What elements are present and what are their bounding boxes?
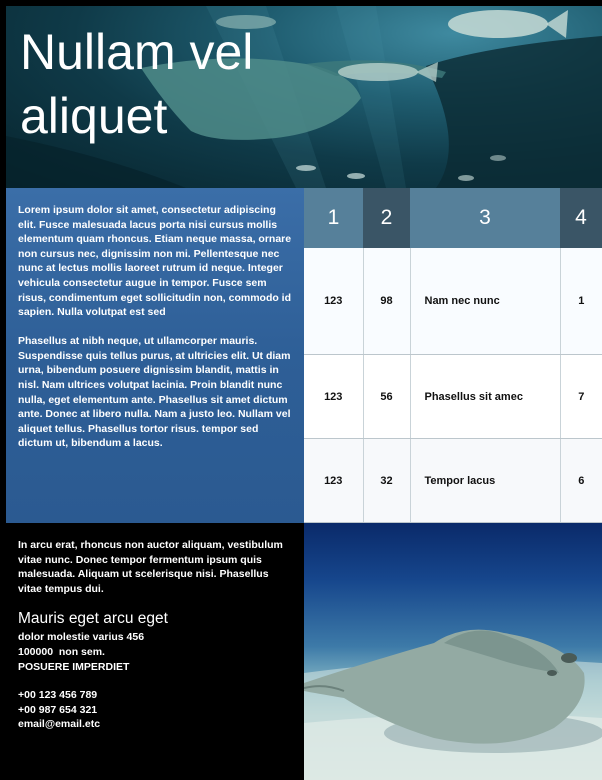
- table-row: [304, 248, 602, 355]
- email-address: email@email.etc: [18, 718, 101, 731]
- intro-panel: [6, 188, 304, 523]
- intro-paragraph-1: Lorem ipsum dolor sit amet, consectetur adipiscing elit. Fusce malesuada lacus porta nisi cursus mollis elementum quam rhoncus. Etiam neque massa, ornare non cursus nec, dignissim non mi. Pellentesque nec nunc at lectus mollis laoreet rutrum id neque. Integer vehicula consectetur augue in tempor. Fusce sem risus, condimentum eget sollicitudin non, commodo id sapien. Nulla volutpat est sed: [18, 204, 292, 319]
- table-cell: 6: [560, 439, 602, 523]
- table-cell: 7: [560, 355, 602, 439]
- hero-banner: [6, 6, 602, 188]
- column-header: 2: [363, 188, 410, 248]
- contact-panel: [6, 523, 304, 780]
- table-cell: 1: [560, 248, 602, 355]
- table-cell: 123: [304, 439, 363, 523]
- column-header: 4: [560, 188, 602, 248]
- stingray-photo: [304, 523, 602, 780]
- data-table: [304, 188, 602, 523]
- data-table-panel: [304, 188, 602, 523]
- intro-paragraph-2: Phasellus at nibh neque, ut ullamcorper mauris. Suspendisse quis tellus purus, at ultricies elit. Ut diam urna, bibendum posuere dignissim blandit, mattis in nisl. Nam ultrices volutpat lacinia. Proin blandit nunc nulla, eget elementum ante. Phasellus sit amet dictum ante. Donec at libero nulla. Nam a justo leo. Nullam vel aliquet tellus. Phasellus tortor risus. tempor sed dictum ut, bibendum a lacus.: [18, 335, 291, 450]
- phone-number: +00 987 654 321: [18, 703, 98, 716]
- phone-block: [18, 688, 292, 732]
- address-line: 100000 non sem.: [18, 645, 105, 658]
- table-cell: 32: [363, 439, 410, 523]
- table-cell: Phasellus sit amec: [410, 355, 560, 439]
- page-title: Nullam vel aliquet: [20, 24, 254, 144]
- table-row: [304, 439, 602, 523]
- address-block: [18, 630, 292, 674]
- contact-blurb: In arcu erat, rhoncus non auctor aliquam, vestibulum vitae nunc. Donec tempor fermentum ipsum quis malesuada. Aliquam ut scelerisque nisi. Phasellus vitae tempus dui.: [18, 539, 283, 595]
- table-cell: 98: [363, 248, 410, 355]
- table-cell: 123: [304, 248, 363, 355]
- table-cell: 123: [304, 355, 363, 439]
- table-row: [304, 355, 602, 439]
- address-line: dolor molestie varius 456: [18, 631, 145, 644]
- table-cell: 56: [363, 355, 410, 439]
- address-line: POSUERE IMPERDIET: [18, 660, 130, 673]
- stingray-image: [304, 523, 602, 780]
- table-cell: Tempor lacus: [410, 439, 560, 523]
- column-header: 3: [410, 188, 560, 248]
- phone-number: +00 123 456 789: [18, 689, 98, 702]
- table-cell: Nam nec nunc: [410, 248, 560, 355]
- column-header: 1: [304, 188, 363, 248]
- organization-name: Mauris eget arcu eget: [18, 610, 168, 628]
- table-header-row: [304, 188, 602, 248]
